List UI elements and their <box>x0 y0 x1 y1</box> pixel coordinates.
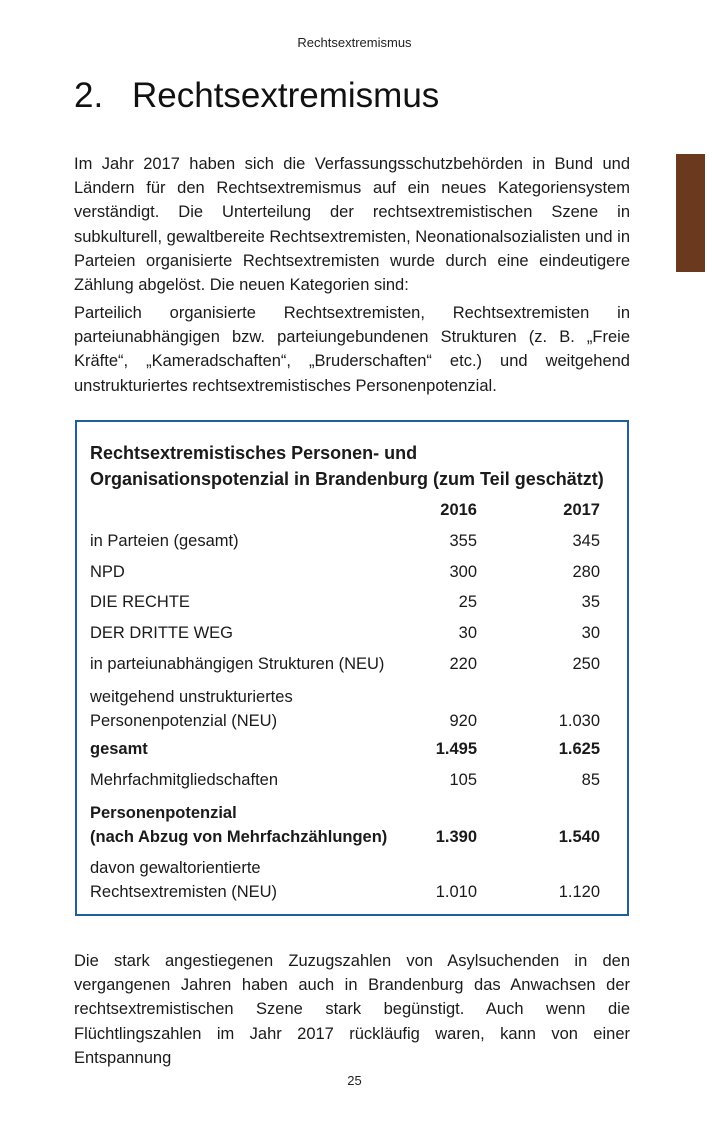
value-2017: 30 <box>581 624 600 642</box>
row-label: DER DRITTE WEG <box>90 624 233 642</box>
row-label-line2: (nach Abzug von Mehrfachzählungen) <box>90 828 388 846</box>
table-row-total <box>90 737 600 761</box>
row-label: NPD <box>90 563 125 581</box>
row-label-line1: davon gewaltorientierte <box>90 859 261 877</box>
row-label: DIE RECHTE <box>90 593 190 611</box>
table-row <box>90 560 600 584</box>
value-2017: 1.120 <box>558 883 600 901</box>
table-row <box>90 590 600 614</box>
value-2017: 250 <box>572 655 600 673</box>
table-row <box>90 652 600 676</box>
row-label: in Parteien (gesamt) <box>90 532 239 550</box>
statistics-box-title-line2: Organisationspotenzial in Brandenburg (zum Teil geschätzt) <box>90 469 604 489</box>
row-label-line2: Rechtsextremisten (NEU) <box>90 883 278 901</box>
value-2016: 355 <box>449 532 477 550</box>
chapter-title-text: Rechtsextremismus <box>132 76 440 115</box>
chapter-title <box>74 76 439 116</box>
value-2016: 920 <box>449 712 477 730</box>
table-row <box>90 621 600 645</box>
table-row-total <box>90 799 600 849</box>
value-2017: 1.030 <box>558 712 600 730</box>
value-2016: 220 <box>449 655 477 673</box>
value-2017: 35 <box>581 593 600 611</box>
categories-paragraph: Parteilich organisierte Rechtsextremisten, Rechtsextremisten in parteiunabhängigen bzw. parteiungebundenen Strukturen (z. B. „Freie Kräfte“, „Kameradschaften“, „Bruderschaften“ etc.) und weitgehend unstrukturiertes rechtsextremistisches Personenpotenzial. <box>74 304 630 395</box>
value-2016: 300 <box>449 563 477 581</box>
row-label <box>90 801 387 849</box>
page-number: 25 <box>347 1073 362 1088</box>
statistics-box <box>75 420 629 916</box>
chapter-number: 2. <box>74 76 104 115</box>
value-2016: 1.390 <box>435 828 477 846</box>
table-header-row <box>90 498 600 522</box>
value-2017: 345 <box>572 532 600 550</box>
body-paragraph: Die stark angestiegenen Zuzugszahlen von Asylsuchenden in den vergangenen Jahren haben auch in Brandenburg das Anwachsen der rechtsextremistischen Szene stark begünstigt. Auch wenn die Flüchtlingszahlen im Jahr 2017 rückläufig waren, kann von einer Entspannung <box>74 952 630 1067</box>
column-header-2017: 2017 <box>563 501 600 519</box>
row-label: gesamt <box>90 740 148 758</box>
value-2017: 280 <box>572 563 600 581</box>
table-row <box>90 854 600 904</box>
table-row <box>90 529 600 553</box>
row-label: in parteiunabhängigen Strukturen (NEU) <box>90 655 385 673</box>
running-header: Rechtsextremismus <box>297 35 412 50</box>
value-2016: 1.495 <box>435 740 477 758</box>
value-2016: 1.010 <box>435 883 477 901</box>
value-2016: 105 <box>449 771 477 789</box>
column-header-2016: 2016 <box>440 501 477 519</box>
statistics-box-title <box>90 440 604 492</box>
value-2016: 30 <box>458 624 477 642</box>
value-2017: 85 <box>581 771 600 789</box>
table-row <box>90 683 600 733</box>
statistics-box-title-line1: Rechtsextremistisches Personen- und <box>90 443 418 463</box>
row-label-line1: Personenpotenzial <box>90 804 237 822</box>
row-label: Mehrfachmitgliedschaften <box>90 771 279 789</box>
intro-paragraph: Im Jahr 2017 haben sich die Verfassungsschutzbehörden in Bund und Ländern für den Rechtsextremismus auf ein neues Kategoriensystem verständigt. Die Unterteilung der rechtsextremistischen Szene in subkulturell, gewaltbereite Rechtsextremisten, Neonationalsozialisten und in Parteien organisierte Rechtsextremisten wurde durch eine eindeutigere Zählung abgelöst. Die neuen Kategorien sind: <box>74 155 630 295</box>
row-label-line2: Personenpotenzial (NEU) <box>90 712 278 730</box>
value-2017: 1.540 <box>558 828 600 846</box>
value-2017: 1.625 <box>558 740 600 758</box>
chapter-side-tab <box>676 154 705 272</box>
value-2016: 25 <box>458 593 477 611</box>
row-label <box>90 856 277 904</box>
table-row <box>90 768 600 792</box>
row-label-line1: weitgehend unstrukturiertes <box>90 688 293 706</box>
row-label <box>90 685 293 733</box>
